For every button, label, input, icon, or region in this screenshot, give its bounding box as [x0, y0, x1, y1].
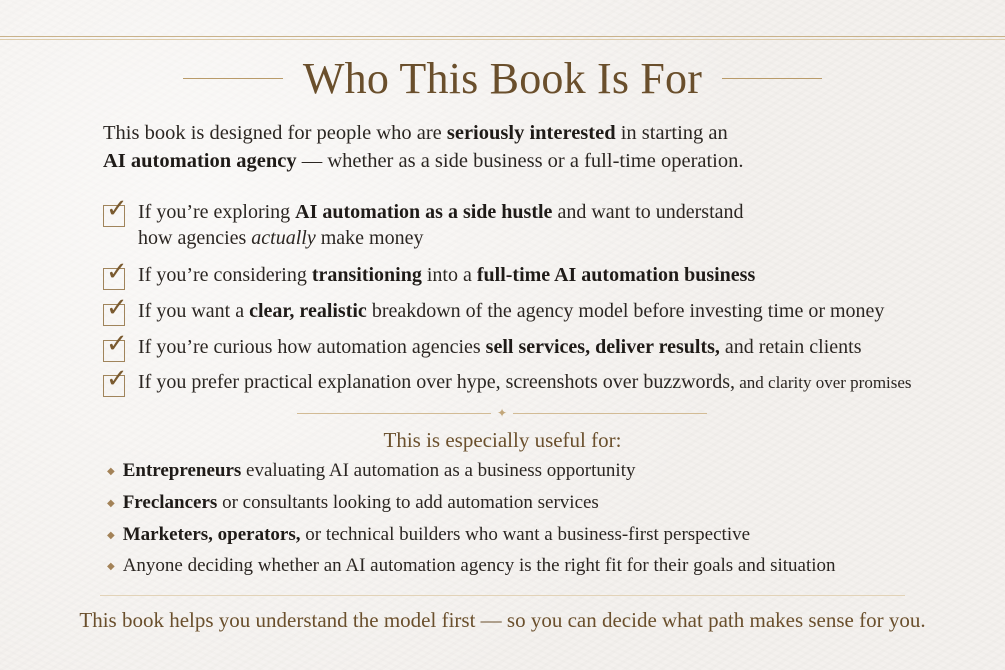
checklist-item — [103, 364, 993, 397]
diamond-bullet-icon: ◆ — [107, 498, 115, 509]
intro-emphasis: seriously interested — [446, 122, 616, 144]
top-rule-secondary — [0, 39, 1005, 40]
ornament-left-line — [297, 413, 491, 414]
checklist-item-text: If you’re curious how automation agencies sell services, deliver results, and retain clients — [138, 336, 862, 358]
checkbox — [103, 329, 128, 362]
checkbox — [103, 257, 128, 290]
checkbox-check-icon: ✓ — [106, 329, 128, 359]
checklist-item — [103, 293, 993, 326]
checklist-item — [103, 329, 993, 362]
title-right-rule — [722, 78, 822, 79]
closing-statement: This book helps you understand the model first — so you can decide what path makes sense for you. — [79, 608, 926, 632]
checkbox-check-icon: ✓ — [106, 293, 128, 323]
checkbox — [103, 364, 128, 397]
diamond-bullet-icon: ◆ — [107, 466, 115, 477]
bullet-item-text: Anyone deciding whether an AI automation agency is the right fit for their goals and situation — [122, 555, 836, 576]
intro-emphasis: AI automation agency — [103, 150, 297, 172]
bullet-item-text: Marketers, operators, or technical builders who want a business-first perspective — [122, 524, 751, 545]
ornament-divider — [297, 406, 707, 420]
checklist-item-text: If you’re considering transitioning into a full-time AI automation business — [138, 264, 756, 286]
checklist-item-text: If you’re exploring AI automation as a side hustle and want to understand how agencies actually make money — [138, 201, 744, 249]
page-title: Who This Book Is For — [302, 53, 703, 103]
bullet-item — [107, 460, 635, 482]
subheading: This is especially useful for: — [383, 428, 622, 452]
checklist-item — [103, 194, 993, 251]
intro-text: in starting an — [615, 122, 728, 144]
checkbox-check-icon: ✓ — [106, 364, 128, 394]
checkbox — [103, 194, 128, 227]
intro-text: — whether as a side business or a full-time operation. — [296, 150, 744, 172]
bullet-item — [107, 524, 750, 546]
intro-paragraph — [103, 119, 883, 175]
bullet-item-text: Freclancers or consultants looking to add automation services — [122, 492, 599, 513]
star-ornament-icon: ✦ — [496, 406, 508, 420]
ornament-right-line — [513, 413, 707, 414]
checkbox-check-icon: ✓ — [106, 257, 128, 287]
bullet-item — [107, 555, 836, 577]
diamond-bullet-icon: ◆ — [107, 530, 115, 541]
top-rule — [0, 36, 1005, 37]
diamond-bullet-icon: ◆ — [107, 561, 115, 572]
checkbox-check-icon: ✓ — [106, 194, 128, 224]
intro-text: This book is designed for people who are — [103, 122, 447, 144]
bottom-rule — [100, 595, 905, 596]
checklist-item-text: If you prefer practical explanation over hype, screenshots over buzzwords, and clarity over promises — [138, 371, 912, 393]
title-row — [0, 52, 1005, 104]
checkbox — [103, 293, 128, 326]
checklist-item — [103, 257, 993, 290]
title-left-rule — [183, 78, 283, 79]
bullet-item — [107, 492, 599, 514]
checklist-item-text: If you want a clear, realistic breakdown of the agency model before investing time or money — [138, 300, 885, 322]
bullet-item-text: Entrepreneurs evaluating AI automation as a business opportunity — [122, 460, 636, 481]
